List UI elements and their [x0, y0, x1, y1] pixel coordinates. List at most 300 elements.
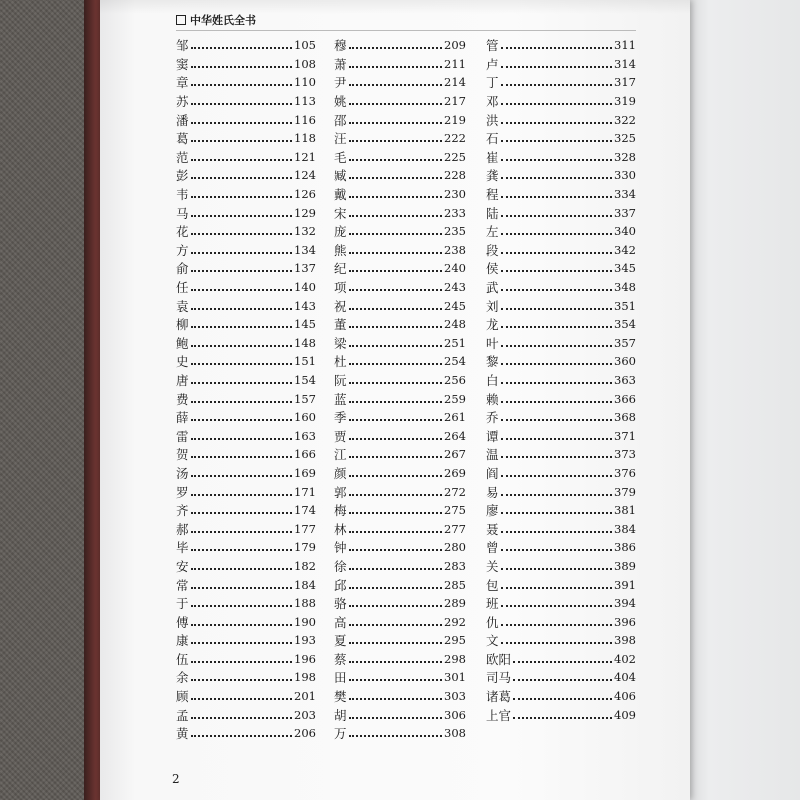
surname: 胡 [334, 707, 347, 723]
surname: 蔡 [334, 651, 347, 667]
page-ref: 140 [294, 280, 316, 295]
surname: 项 [334, 280, 347, 296]
surname: 雷 [176, 428, 189, 444]
dot-leader [349, 661, 443, 663]
toc-entry [176, 445, 316, 464]
toc-entry [486, 73, 636, 92]
surname: 洪 [486, 112, 499, 128]
page-ref: 402 [614, 651, 636, 666]
surname: 穆 [334, 38, 347, 54]
toc-entry [176, 110, 316, 129]
toc-entry [176, 259, 316, 278]
surname: 高 [334, 614, 347, 630]
page-ref: 381 [614, 503, 636, 518]
toc-column-3 [486, 36, 636, 724]
page-ref: 110 [294, 75, 316, 90]
page-ref: 345 [614, 261, 636, 276]
toc-entry [176, 538, 316, 557]
dot-leader [501, 382, 613, 384]
dot-leader [349, 624, 443, 626]
surname: 安 [176, 558, 189, 574]
page-ref: 188 [294, 596, 316, 611]
toc-entry [486, 594, 636, 613]
dot-leader [191, 326, 293, 328]
page-ref: 240 [444, 261, 466, 276]
dot-leader [501, 419, 613, 421]
page-ref: 166 [294, 447, 316, 462]
dot-leader [501, 289, 613, 291]
toc-entry [486, 687, 636, 706]
page-ref: 126 [294, 187, 316, 202]
surname: 邹 [176, 38, 189, 54]
surname: 骆 [334, 596, 347, 612]
dot-leader [501, 140, 613, 142]
toc-entry [176, 203, 316, 222]
page-ref: 289 [444, 596, 466, 611]
surname: 黎 [486, 354, 499, 370]
toc-entry [176, 724, 316, 743]
page-ref: 228 [444, 168, 466, 183]
page-ref: 348 [614, 280, 636, 295]
toc-entry [334, 408, 466, 427]
dot-leader [191, 587, 293, 589]
dot-leader [191, 568, 293, 570]
page-ref: 311 [614, 38, 636, 53]
dot-leader [501, 512, 613, 514]
dot-leader [349, 679, 443, 681]
dot-leader [501, 215, 613, 217]
dot-leader [349, 122, 443, 124]
dot-leader [191, 642, 293, 644]
page-ref: 363 [614, 372, 636, 387]
toc-entry [334, 687, 466, 706]
dot-leader [501, 642, 613, 644]
toc-entry [486, 612, 636, 631]
surname: 江 [334, 447, 347, 463]
surname: 马 [176, 205, 189, 221]
dot-leader [349, 326, 443, 328]
surname: 梅 [334, 503, 347, 519]
dot-leader [191, 382, 293, 384]
toc-entry [334, 185, 466, 204]
dot-leader [501, 233, 613, 235]
surname: 欧阳 [486, 651, 512, 667]
surname: 左 [486, 224, 499, 240]
dot-leader [191, 252, 293, 254]
toc-entry [176, 631, 316, 650]
toc-entry [334, 389, 466, 408]
toc-entry [486, 705, 636, 724]
page-ref: 275 [444, 503, 466, 518]
dot-leader [501, 568, 613, 570]
dot-leader [191, 215, 293, 217]
surname: 武 [486, 280, 499, 296]
surname: 范 [176, 149, 189, 165]
dot-leader [501, 196, 613, 198]
dot-leader [349, 66, 443, 68]
surname: 龙 [486, 317, 499, 333]
surname: 毕 [176, 540, 189, 556]
surname: 刘 [486, 298, 499, 314]
dot-leader [513, 679, 612, 681]
toc-entry [486, 557, 636, 576]
surname: 廖 [486, 503, 499, 519]
toc-entry [334, 575, 466, 594]
toc-entry [334, 259, 466, 278]
toc-entry [486, 55, 636, 74]
surname: 石 [486, 131, 499, 147]
surname: 宋 [334, 205, 347, 221]
page-ref: 217 [444, 94, 466, 109]
page-ref: 328 [614, 149, 636, 164]
toc-entry [176, 222, 316, 241]
surname: 叶 [486, 335, 499, 351]
toc-entry [486, 222, 636, 241]
dot-leader [349, 475, 443, 477]
book-title: 中华姓氏全书 [190, 14, 256, 27]
toc-entry [334, 631, 466, 650]
dot-leader [349, 456, 443, 458]
surname: 聂 [486, 521, 499, 537]
page-ref: 193 [294, 633, 316, 648]
page-ref: 256 [444, 372, 466, 387]
toc-entry [176, 389, 316, 408]
dot-leader [191, 717, 293, 719]
dot-leader [349, 345, 443, 347]
surname: 庞 [334, 224, 347, 240]
toc-entry [176, 73, 316, 92]
page-ref: 201 [294, 689, 316, 704]
surname: 祝 [334, 298, 347, 314]
page-ref: 280 [444, 540, 466, 555]
dot-leader [349, 308, 443, 310]
toc-entry [176, 296, 316, 315]
page-ref: 261 [444, 410, 466, 425]
surname: 郭 [334, 484, 347, 500]
dot-leader [501, 345, 613, 347]
toc-entry [334, 148, 466, 167]
dot-leader [191, 475, 293, 477]
surname: 丁 [486, 75, 499, 91]
surname: 邵 [334, 112, 347, 128]
running-header [176, 12, 256, 28]
dot-leader [501, 66, 613, 68]
dot-leader [191, 531, 293, 533]
toc-entry [486, 501, 636, 520]
toc-entry [334, 426, 466, 445]
toc-entry [486, 631, 636, 650]
page-ref: 143 [294, 298, 316, 313]
toc-entry [176, 36, 316, 55]
dot-leader [191, 345, 293, 347]
page-ref: 325 [614, 131, 636, 146]
toc-entry [334, 55, 466, 74]
surname: 尹 [334, 75, 347, 91]
toc-entry [334, 110, 466, 129]
page-ref: 314 [614, 56, 636, 71]
surname: 蓝 [334, 391, 347, 407]
page-ref: 243 [444, 280, 466, 295]
dot-leader [191, 140, 293, 142]
dot-leader [191, 84, 293, 86]
toc-entry [334, 650, 466, 669]
toc-entry [334, 705, 466, 724]
dot-leader [349, 196, 443, 198]
page-ref: 264 [444, 428, 466, 443]
toc-entry [334, 203, 466, 222]
surname: 赖 [486, 391, 499, 407]
square-icon [176, 15, 186, 25]
page-ref: 145 [294, 317, 316, 332]
toc-entry [486, 519, 636, 538]
page-ref: 169 [294, 465, 316, 480]
toc-entry [176, 55, 316, 74]
page-ref: 171 [294, 484, 316, 499]
toc-entry [486, 296, 636, 315]
page-ref: 337 [614, 205, 636, 220]
page-ref: 394 [614, 596, 636, 611]
dot-leader [191, 196, 293, 198]
toc-entry [334, 36, 466, 55]
dot-leader [513, 698, 612, 700]
toc-entry [334, 315, 466, 334]
toc-entry [176, 557, 316, 576]
toc-entry [486, 110, 636, 129]
surname: 颜 [334, 465, 347, 481]
dot-leader [191, 549, 293, 551]
page-ref: 277 [444, 521, 466, 536]
toc-entry [176, 148, 316, 167]
surname: 季 [334, 410, 347, 426]
toc-entry [176, 482, 316, 501]
surname: 文 [486, 633, 499, 649]
page-ref: 396 [614, 614, 636, 629]
dot-leader [501, 494, 613, 496]
surname: 樊 [334, 689, 347, 705]
dot-leader [501, 308, 613, 310]
page-ref: 379 [614, 484, 636, 499]
surname: 崔 [486, 149, 499, 165]
page-ref: 292 [444, 614, 466, 629]
surname: 梁 [334, 335, 347, 351]
surname: 田 [334, 670, 347, 686]
surname: 司马 [486, 670, 512, 686]
dot-leader [501, 587, 613, 589]
page-ref: 391 [614, 577, 636, 592]
dot-leader [501, 549, 613, 551]
surname: 傅 [176, 614, 189, 630]
page-ref: 354 [614, 317, 636, 332]
surname: 钟 [334, 540, 347, 556]
page-ref: 340 [614, 224, 636, 239]
surname: 龚 [486, 168, 499, 184]
page-ref: 398 [614, 633, 636, 648]
surname: 乔 [486, 410, 499, 426]
dot-leader [349, 605, 443, 607]
dot-leader [349, 252, 443, 254]
surname: 萧 [334, 56, 347, 72]
dot-leader [349, 47, 443, 49]
page-ref: 306 [444, 707, 466, 722]
dot-leader [501, 84, 613, 86]
dot-leader [501, 270, 613, 272]
page-ref: 177 [294, 521, 316, 536]
toc-entry [334, 129, 466, 148]
dot-leader [191, 605, 293, 607]
page-ref: 230 [444, 187, 466, 202]
toc-entry [486, 278, 636, 297]
toc-entry [486, 259, 636, 278]
page-ref: 404 [614, 670, 636, 685]
toc-entry [176, 129, 316, 148]
dot-leader [349, 84, 443, 86]
surname: 易 [486, 484, 499, 500]
page-ref: 389 [614, 558, 636, 573]
dot-leader [349, 289, 443, 291]
page-ref: 409 [614, 707, 636, 722]
page-ref: 386 [614, 540, 636, 555]
dot-leader [191, 661, 293, 663]
toc-entry [486, 668, 636, 687]
surname: 齐 [176, 503, 189, 519]
surname: 阎 [486, 465, 499, 481]
surname: 邱 [334, 577, 347, 593]
page-ref: 198 [294, 670, 316, 685]
toc-entry [176, 315, 316, 334]
toc-entry [176, 575, 316, 594]
toc-entry [486, 464, 636, 483]
toc-entry [176, 501, 316, 520]
page-ref: 269 [444, 465, 466, 480]
surname: 阮 [334, 372, 347, 388]
toc-entry [486, 538, 636, 557]
surname: 毛 [334, 149, 347, 165]
dot-leader [349, 382, 443, 384]
surname: 董 [334, 317, 347, 333]
dot-leader [191, 122, 293, 124]
toc-entry [176, 464, 316, 483]
dot-leader [349, 233, 443, 235]
page-ref: 209 [444, 38, 466, 53]
page-ref: 160 [294, 410, 316, 425]
dot-leader [349, 587, 443, 589]
toc-entry [176, 185, 316, 204]
dot-leader [191, 177, 293, 179]
surname: 袁 [176, 298, 189, 314]
page-ref: 196 [294, 651, 316, 666]
surname: 俞 [176, 261, 189, 277]
page-ref: 373 [614, 447, 636, 462]
surname: 管 [486, 38, 499, 54]
page-ref: 184 [294, 577, 316, 592]
toc-entry [486, 36, 636, 55]
surname: 白 [486, 372, 499, 388]
dot-leader [191, 270, 293, 272]
page-ref: 163 [294, 428, 316, 443]
dot-leader [191, 289, 293, 291]
toc-entry [486, 389, 636, 408]
page-ref: 251 [444, 335, 466, 350]
page-ref: 259 [444, 391, 466, 406]
surname: 关 [486, 558, 499, 574]
dot-leader [513, 661, 612, 663]
dot-leader [191, 624, 293, 626]
page-ref: 371 [614, 428, 636, 443]
page-ref: 298 [444, 651, 466, 666]
surname: 黄 [176, 726, 189, 742]
toc-entry [486, 352, 636, 371]
page-ref: 214 [444, 75, 466, 90]
surname: 程 [486, 187, 499, 203]
surname: 姚 [334, 94, 347, 110]
surname: 万 [334, 726, 347, 742]
toc-entry [334, 166, 466, 185]
dot-leader [501, 326, 613, 328]
dot-leader [191, 698, 293, 700]
dot-leader [191, 456, 293, 458]
header-rule [176, 30, 636, 31]
surname: 杜 [334, 354, 347, 370]
dot-leader [349, 363, 443, 365]
page-ref: 334 [614, 187, 636, 202]
surname: 段 [486, 242, 499, 258]
dot-leader [501, 363, 613, 365]
dot-leader [501, 122, 613, 124]
surname: 陆 [486, 205, 499, 221]
surname: 汤 [176, 465, 189, 481]
dot-leader [191, 103, 293, 105]
surname: 贾 [334, 428, 347, 444]
toc-entry [334, 278, 466, 297]
surname: 彭 [176, 168, 189, 184]
surname: 窦 [176, 56, 189, 72]
surname: 薛 [176, 410, 189, 426]
page-ref: 219 [444, 112, 466, 127]
surname: 韦 [176, 187, 189, 203]
toc-entry [176, 612, 316, 631]
surname: 鲍 [176, 335, 189, 351]
surname: 仇 [486, 614, 499, 630]
page-ref: 148 [294, 335, 316, 350]
dot-leader [191, 363, 293, 365]
toc-entry [334, 538, 466, 557]
toc-entry [176, 278, 316, 297]
page-ref: 330 [614, 168, 636, 183]
toc-entry [176, 352, 316, 371]
dot-leader [501, 159, 613, 161]
page-ref: 285 [444, 577, 466, 592]
surname: 葛 [176, 131, 189, 147]
toc-entry [486, 129, 636, 148]
surname: 柳 [176, 317, 189, 333]
surname: 郝 [176, 521, 189, 537]
toc-entry [486, 445, 636, 464]
toc-entry [334, 73, 466, 92]
dot-leader [501, 401, 613, 403]
page-ref: 283 [444, 558, 466, 573]
page-ref: 222 [444, 131, 466, 146]
surname: 顾 [176, 689, 189, 705]
page-ref: 267 [444, 447, 466, 462]
page-ref: 157 [294, 391, 316, 406]
toc-entry [176, 166, 316, 185]
dot-leader [191, 233, 293, 235]
toc-entry [334, 557, 466, 576]
surname: 林 [334, 521, 347, 537]
page-ref: 322 [614, 112, 636, 127]
page-ref: 174 [294, 503, 316, 518]
page-ref: 206 [294, 726, 316, 741]
